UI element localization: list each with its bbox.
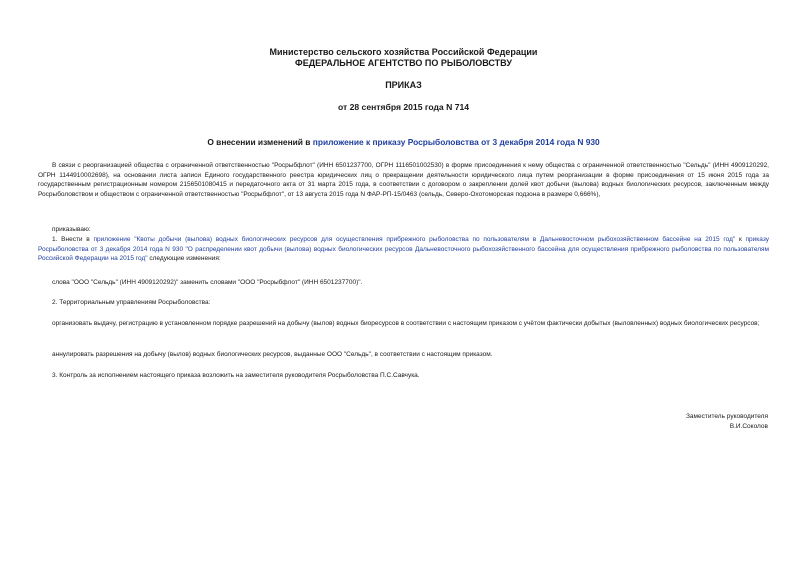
title-link[interactable]: приложение к приказу Росрыболовства от 3 декабря 2014 года N 930 <box>312 137 600 147</box>
preamble-paragraph: В связи с реорганизацией общества с ограниченной ответственностью "Росрыбфлот" (ИНН 6501237700, ОГРН 1116501002530) в форме присоединения к нему общества с ограниченной ответственностью "Сельдь" (ИНН 4909120292, ОГРН 1144910002698), на основании листа записи Единого государственного реестра юридических лиц о прекращении деятельности юридического лица путем реорганизации в форме присоединения от 15 июня 2015 года за государственным регистрационным номером 2156501080415 и передаточного акта от 31 марта 2015 года, в соответствии с договором о закреплении долей квот добычи (вылова) водных биологических ресурсов, заключенным между Росрыболовством и обществом с ограниченной ответственностью "Росрыбфлот", от 13 августа 2015 года N ФАР-РП-15/0463 (сельдь, Северо-Охотоморская подзона в размере 0,666%), <box>38 162 769 198</box>
item-3-paragraph: 3. Контроль за исполнением настоящего приказа возложить на заместителя руководителя Росрыболовства П.С.Савчука. <box>52 372 420 379</box>
item-1-suffix: следующие изменения: <box>147 255 221 263</box>
signature-name: В.И.Соколов <box>729 423 768 430</box>
title-prefix: О внесении изменений в <box>207 137 313 147</box>
item-2-paragraph: 2. Территориальным управлениям Росрыболовства: <box>52 299 211 306</box>
document-date: от 28 сентября 2015 года N 714 <box>337 102 470 112</box>
ministry-name: Министерство сельского хозяйства Российской Федерации <box>269 47 538 57</box>
appendix-link[interactable]: приложение "Квоты добычи (вылова) водных биологических ресурсов для осуществления прибрежного рыболовства по пользователям в Дальневосточном рыбохозяйственном бассейне на 2015 год" <box>93 236 736 243</box>
document-title <box>0 137 807 148</box>
replace-paragraph: слова "ООО "Сельдь" (ИНН 4909120292)" заменить словами "ООО "Росрыбфлот" (ИНН 6501237700)". <box>52 279 363 286</box>
agency-name: ФЕДЕРАЛЬНОЕ АГЕНТСТВО ПО РЫБОЛОВСТВУ <box>295 58 512 68</box>
signature-position: Заместитель руководителя <box>686 413 768 420</box>
item-2a-paragraph: организовать выдачу, регистрацию в установленном порядке разрешений на добычу (вылов) водных биоресурсов в соответствии с настоящим приказом с учётом фактически добытых (выловленных) водных биологических ресурсов; <box>52 320 760 327</box>
order-word: приказываю: <box>52 226 91 233</box>
order-930-link[interactable]: приказу Росрыболовства от 3 декабря 2014 года N 930 "О распределении квот добычи (вылова) водных биологических ресурсов Дальневосточного рыбохозяйственного бассейна для осуществления прибрежного рыболовства по пользователям Российской Федерации на 2015 год" <box>38 236 769 263</box>
item-1-prefix: 1. Внести в <box>52 236 94 243</box>
item-1-paragraph <box>38 235 769 264</box>
item-1-middle: к <box>735 236 746 243</box>
item-2b-paragraph: аннулировать разрешения на добычу (вылов) водных биологических ресурсов, выданные ООО "Сельдь", в соответствии с настоящим приказом. <box>52 351 493 358</box>
document-type: ПРИКАЗ <box>385 80 422 90</box>
